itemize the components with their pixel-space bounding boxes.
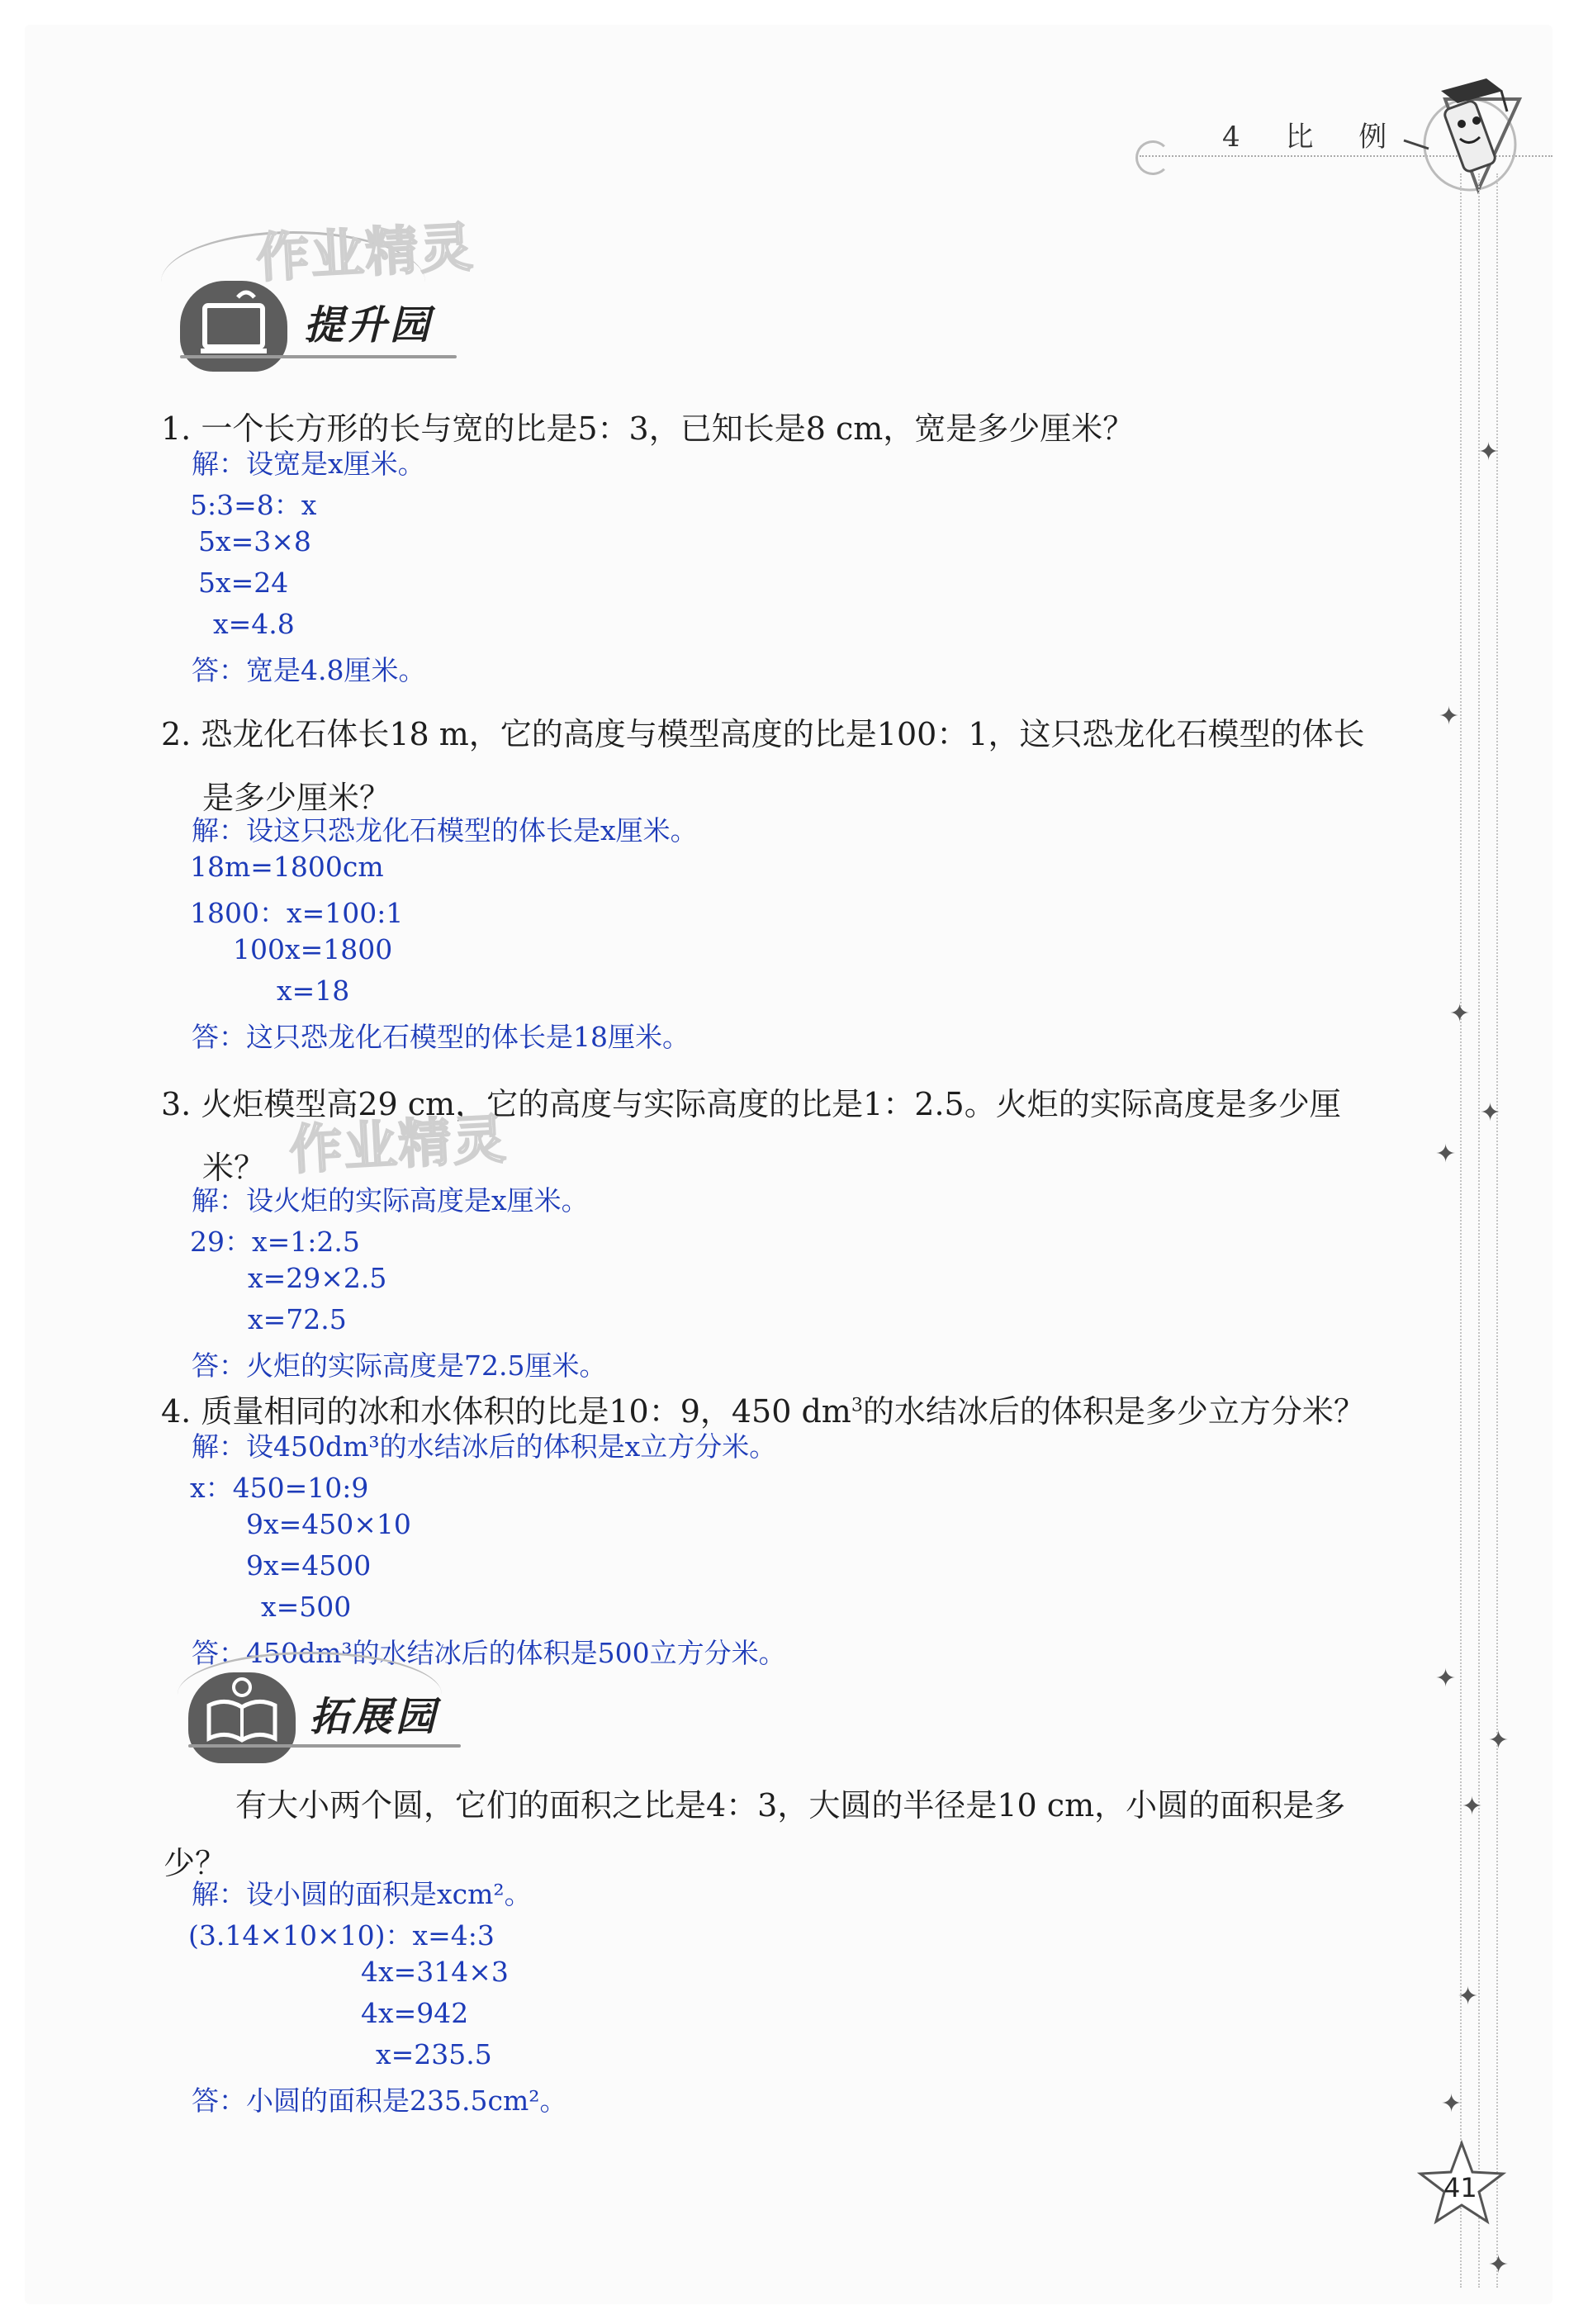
section-underline: [180, 355, 457, 358]
answer-line: x：450=10:9: [190, 1472, 369, 1504]
watermark: 作业精灵: [287, 1109, 510, 1182]
right-rail-decoration: [1496, 173, 1498, 2288]
answer-line: 答：这只恐龙化石模型的体长是18厘米。: [192, 1021, 690, 1053]
star-icon: ✦: [1488, 2250, 1510, 2279]
question-2-line-1: 2. 恐龙化石体长18 m，它的高度与模型高度的比是100：1，这只恐龙化石模型的体长: [161, 716, 1365, 752]
answer-line: x=500: [261, 1591, 352, 1623]
question-4-superscript: 3: [851, 1395, 863, 1416]
answer-line: x=29×2.5: [248, 1262, 387, 1294]
answer-line: (3.14×10×10)：x=4:3: [188, 1919, 495, 1952]
header-swirl-decoration: [1135, 140, 1170, 175]
question-3-line-2: 米？: [202, 1150, 266, 1186]
answer-line: x=4.8: [213, 608, 295, 640]
question-1: 1. 一个长方形的长与宽的比是5：3，已知长是8 cm，宽是多少厘米？: [161, 410, 1135, 447]
answer-line: 18m=1800cm: [190, 851, 384, 883]
answer-line: 解：设450dm³的水结冰后的体积是x立方分米。: [192, 1430, 777, 1463]
star-icon: ✦: [1449, 999, 1471, 1028]
question-4-text: 4. 质量相同的冰和水体积的比是10：9，450 dm: [161, 1393, 851, 1430]
chapter-title: 4 比 例: [1222, 121, 1405, 154]
answer-line: 答：450dm³的水结冰后的体积是500立方分米。: [192, 1637, 786, 1669]
answer-line: x=235.5: [376, 2038, 492, 2070]
star-icon: ✦: [1478, 438, 1500, 467]
section-title-tisheng: 提升园: [304, 302, 434, 349]
answer-line: 解：设小圆的面积是xcm²。: [192, 1878, 532, 1910]
right-rail-decoration: [1478, 173, 1480, 2288]
star-icon: ✦: [1441, 2089, 1462, 2118]
star-icon: ✦: [1458, 1982, 1479, 2011]
question-4-text-end: 的水结冰后的体积是多少立方分米？: [862, 1393, 1365, 1430]
answer-line: 9x=450×10: [246, 1508, 411, 1540]
answer-line: x=18: [277, 975, 350, 1007]
page-number: 41: [1443, 2172, 1477, 2203]
answer-line: 5x=24: [198, 567, 289, 599]
star-icon: ✦: [1462, 1792, 1483, 1821]
answer-line: 9x=4500: [246, 1549, 372, 1582]
answer-line: 解：设这只恐龙化石模型的体长是x厘米。: [192, 814, 698, 847]
watermark: 作业精灵: [254, 217, 476, 290]
star-icon: ✦: [1488, 1726, 1510, 1755]
answer-line: 4x=314×3: [361, 1956, 509, 1988]
star-icon: ✦: [1480, 1098, 1501, 1127]
answer-line: 5x=3×8: [198, 525, 311, 557]
extension-question-line-2: 少？: [164, 1845, 227, 1881]
right-rail-decoration: [1460, 173, 1462, 2288]
section-underline: [188, 1744, 461, 1748]
section-title-tuozhan: 拓展园: [310, 1694, 439, 1740]
question-2-line-2: 是多少厘米？: [202, 780, 391, 816]
star-icon: ✦: [1435, 1664, 1457, 1693]
answer-line: 答：小圆的面积是235.5cm²。: [192, 2084, 567, 2117]
lightbulb-book-icon: [188, 1672, 296, 1763]
answer-line: 100x=1800: [233, 933, 393, 965]
star-icon: ✦: [1435, 1140, 1457, 1169]
question-3-line-1: 3. 火炬模型高29 cm，它的高度与实际高度的比是1：2.5。火炬的实际高度是多少厘: [161, 1086, 1341, 1122]
answer-line: 解：设火炬的实际高度是x厘米。: [192, 1184, 589, 1217]
question-4: [161, 1386, 1365, 1431]
answer-line: 1800：x=100:1: [190, 897, 404, 929]
extension-question-line-1: 有大小两个圆，它们的面积之比是4：3，大圆的半径是10 cm，小圆的面积是多: [235, 1787, 1346, 1824]
answer-line: 答：宽是4.8厘米。: [192, 654, 426, 686]
star-icon: ✦: [1439, 702, 1460, 731]
answer-line: x=72.5: [248, 1303, 347, 1335]
answer-line: 解：设宽是x厘米。: [192, 448, 425, 480]
answer-line: 29：x=1:2.5: [190, 1226, 360, 1258]
answer-line: 5:3=8：x: [190, 489, 317, 521]
answer-line: 4x=942: [361, 1997, 469, 2029]
answer-line: 答：火炬的实际高度是72.5厘米。: [192, 1349, 607, 1382]
